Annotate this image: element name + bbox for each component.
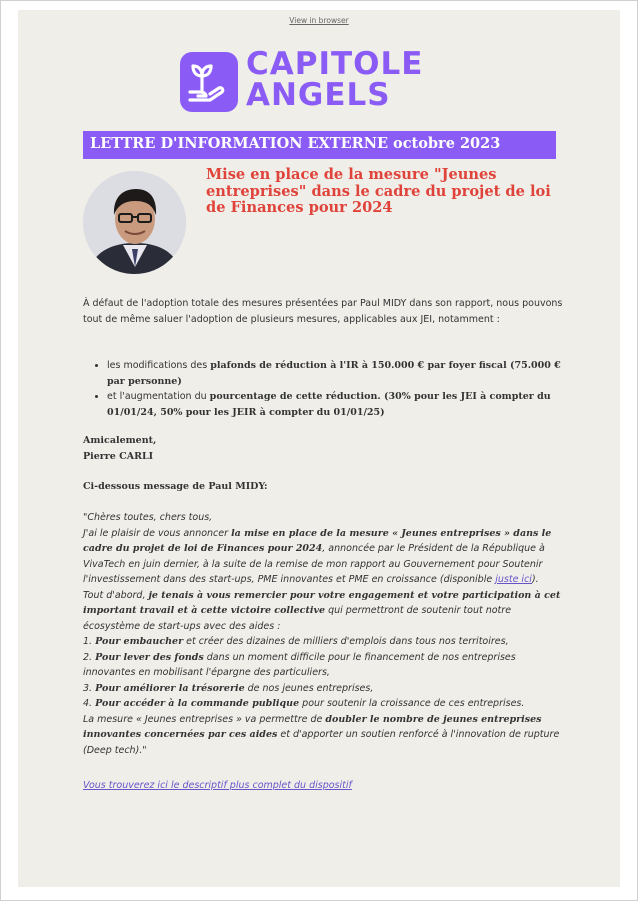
brand-wordmark [246, 46, 424, 113]
signoff [83, 433, 563, 464]
author-photo [83, 171, 186, 274]
list-item: 3. Pour améliorer la trésorerie de nos jeunes entreprises, [83, 682, 374, 694]
measures-list [83, 358, 563, 420]
signoff-name: Pierre CARLI [83, 450, 154, 462]
footer-link-wrap [83, 778, 563, 794]
signoff-greeting: Amicalement, [83, 435, 157, 446]
newsletter-banner [83, 131, 556, 159]
list-item: • les modifications des plafonds de réduction à l'IR à 150.000 € par foyer fiscal (75.000 € par personne) [107, 358, 563, 389]
list-item: • et l'augmentation du pourcentage de cette réduction. (30% pour les JEI à compter du 01/01/24, 50% pour les JEIR à compter du 01/01/25) [107, 389, 563, 420]
capitole-angels-logo [180, 46, 465, 124]
message-intro: Ci-dessous message de Paul MIDY: [83, 481, 268, 492]
view-in-browser-link[interactable]: View in browser [289, 16, 349, 25]
newsletter-card [18, 10, 620, 887]
article-headline: Mise en place de la mesure "Jeunes entreprises" dans le cadre du projet de loi de Finances pour 2024 [206, 166, 551, 216]
details-link[interactable]: Vous trouverez ici le descriptif plus complet du dispositif [83, 780, 352, 791]
list-item: 2. Pour lever des fonds dans un moment difficile pour le financement de nos entreprises innovantes en mobilisant l'épargne des particuliers, [83, 651, 516, 678]
list-item: 4. Pour accéder à la commande publique pour soutenir la croissance de ces entreprises. [83, 698, 525, 709]
intro-paragraph: À défaut de l'adoption totale des mesures présentées par Paul MIDY dans son rapport, nous pouvons tout de même saluer l'adoption de plusieurs mesures, applicables aux JEI, notamment : [83, 298, 563, 325]
list-item: 1. Pour embaucher et créer des dizaines de milliers d'emplois dans tous nos territoires, [83, 636, 509, 647]
sprout-hand-icon [180, 52, 238, 112]
brand-line-2: ANGELS [246, 77, 391, 113]
report-link[interactable]: juste ici [495, 574, 532, 585]
brand-line-1: CAPITOLE [246, 46, 424, 82]
banner-title: LETTRE D'INFORMATION EXTERNE octobre 2023 [90, 135, 501, 152]
midy-quote: "Chères toutes, chers tous, J'ai le plaisir de vous annoncer la mise en place de la mesure « Jeunes entreprises » dans le cadre du projet de loi de Finances pour 2024, annoncée par le Président de la République à VivaTech en juin dernier, à la suite de la remise de mon rapport au Gouvernement pour Soutenir l'investissement dans des start-ups, PME innovantes et PME en croissance (disponible juste ici). Tout d'abord, je tenais à vous remercier pour votre engagement et votre participation à cet important travail et à cette victoire collective qui permettront de soutenir tout notre écosystème de start-ups avec des aides : 1. Pour embaucher et créer des dizaines de milliers d'emplois dans tous nos territoires, 2. Pour lever des fonds dans un moment difficile pour le financement de nos entreprises innovantes en mobilisant l'épargne des particuliers, 3. Pour améliorer la trésorerie de nos jeunes entreprises, 4. Pour accéder à la commande publique pour soutenir la croissance de ces entreprises. La mesure « Jeunes entreprises » va permettre de doubler le nombre de jeunes entreprises innovantes concernées par ces aides et d'apporter un soutien renforcé à l'innovation de rupture (Deep tech)." [83, 510, 563, 758]
